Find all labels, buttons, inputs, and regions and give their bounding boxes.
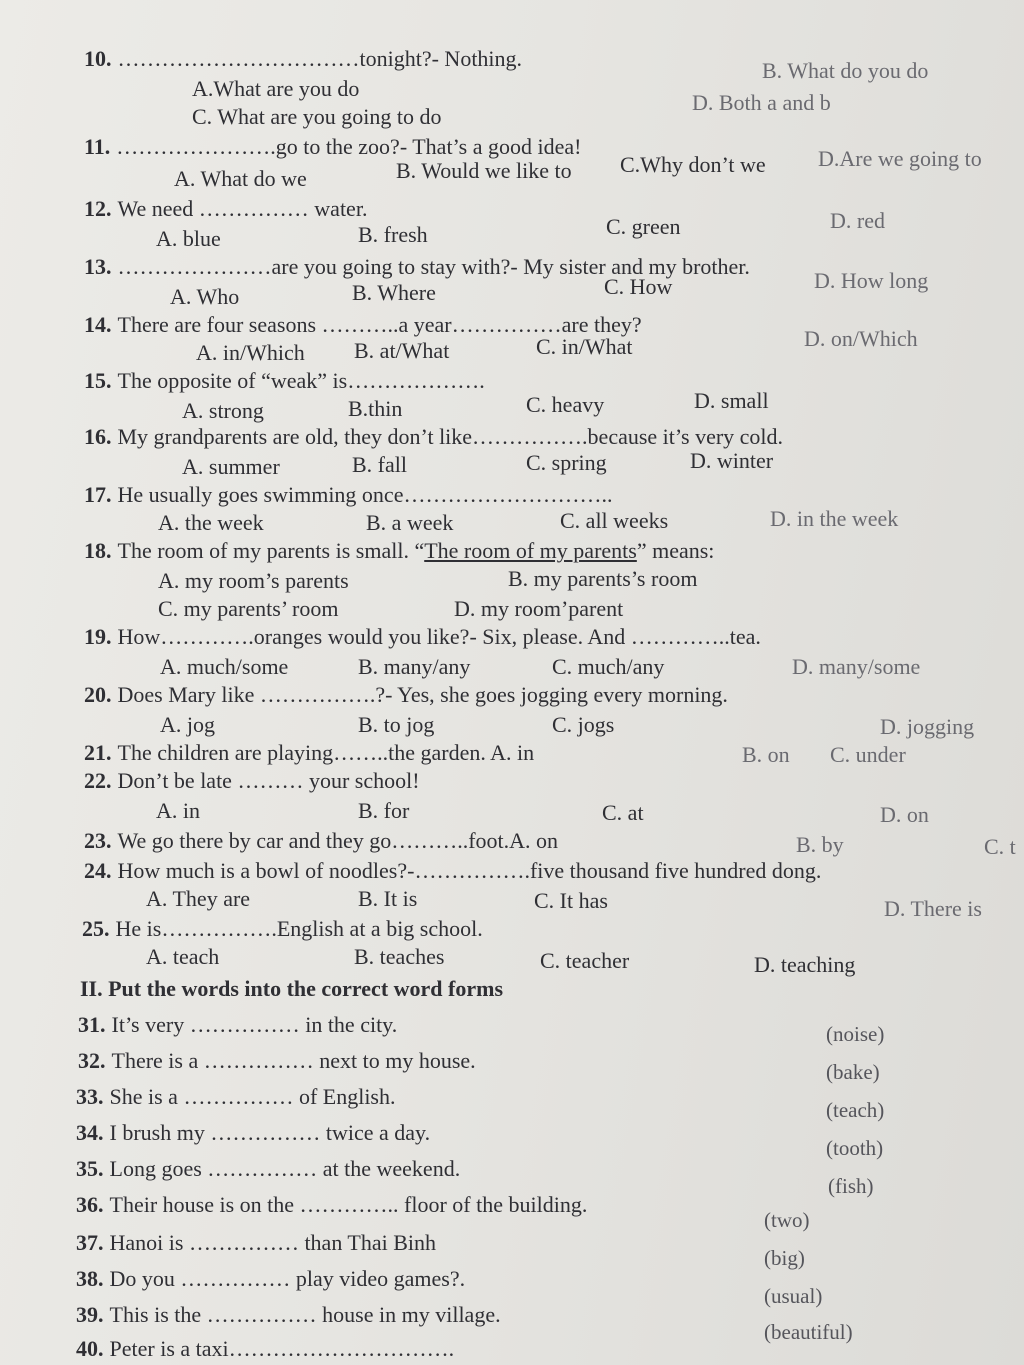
item-38-hint: (usual) xyxy=(764,1284,823,1308)
item-35-hint: (fish) xyxy=(828,1174,874,1198)
question-19: 19. How………….oranges would you like?- Six, please. And …………..tea. xyxy=(84,624,761,649)
q13-option-d: D. How long xyxy=(814,268,929,293)
q16-option-a: A. summer xyxy=(182,454,280,479)
q13-option-b: B. Where xyxy=(352,280,436,305)
section-2-title: II. Put the words into the correct word forms xyxy=(80,976,504,1001)
item-39: 39. This is the …………… house in my village. xyxy=(76,1302,501,1327)
q14-option-a: A. in/Which xyxy=(196,340,305,365)
question-16: 16. My grandparents are old, they don’t like…………….because it’s very cold. xyxy=(84,424,784,449)
q19-option-c: C. much/any xyxy=(552,654,665,679)
q11-option-c: C.Why don’t we xyxy=(620,152,766,177)
q18-option-c: C. my parents’ room xyxy=(158,596,339,621)
q17-option-d: D. in the week xyxy=(770,506,899,531)
q12-option-d: D. red xyxy=(830,208,885,233)
q16-option-d: D. winter xyxy=(690,448,774,473)
question-17: 17. He usually goes swimming once……………………….. xyxy=(84,482,613,507)
q14-option-b: B. at/What xyxy=(354,338,450,363)
q15-option-b: B.thin xyxy=(348,396,403,421)
question-25: 25. He is…………….English at a big school. xyxy=(82,916,483,941)
q11-option-a: A. What do we xyxy=(174,166,307,191)
q12-option-b: B. fresh xyxy=(358,222,428,247)
q11-option-d: D.Are we going to xyxy=(818,146,982,171)
q24-option-a: A. They are xyxy=(146,886,251,911)
q20-option-d: D. jogging xyxy=(880,714,975,739)
question-15: 15. The opposite of “weak” is………………. xyxy=(84,368,485,393)
q14-option-c: C. in/What xyxy=(536,334,633,359)
question-11: 11. ………………….go to the zoo?- That’s a good idea! xyxy=(84,134,582,159)
q17-option-b: B. a week xyxy=(366,510,454,535)
item-35: 35. Long goes …………… at the weekend. xyxy=(76,1156,461,1181)
q21-option-c: C. under xyxy=(830,742,906,767)
question-12: 12. We need …………… water. xyxy=(84,196,368,221)
q13-option-a: A. Who xyxy=(170,284,240,309)
q22-option-b: B. for xyxy=(358,798,410,823)
item-34-hint: (tooth) xyxy=(826,1136,884,1160)
question-13: 13. …………………are you going to stay with?- My sister and my brother. xyxy=(84,254,750,279)
q23-option-c: C. t xyxy=(984,834,1016,859)
q24-option-b: B. It is xyxy=(358,886,418,911)
q11-option-b: B. Would we like to xyxy=(396,158,572,183)
q16-option-c: C. spring xyxy=(526,450,607,475)
q19-option-d: D. many/some xyxy=(792,654,921,679)
q25-option-d: D. teaching xyxy=(754,952,856,977)
item-32-hint: (bake) xyxy=(826,1060,880,1084)
q18-option-b: B. my parents’s room xyxy=(508,566,698,591)
item-33-hint: (teach) xyxy=(826,1098,885,1122)
question-23: 23. We go there by car and they go………..foot.A. on xyxy=(84,828,559,853)
q18-option-a: A. my room’s parents xyxy=(158,568,349,593)
item-36-hint: (two) xyxy=(764,1208,810,1232)
q15-option-d: D. small xyxy=(694,388,769,413)
question-21: 21. The children are playing……..the garden. A. in xyxy=(84,740,535,765)
question-10: 10. ……………………………tonight?- Nothing. xyxy=(84,46,523,71)
q24-option-c: C. It has xyxy=(534,888,608,913)
item-39-hint: (beautiful) xyxy=(764,1320,853,1344)
q14-option-d: D. on/Which xyxy=(804,326,918,351)
item-40: 40. Peter is a taxi…………………………. xyxy=(76,1336,455,1361)
item-31-hint: (noise) xyxy=(826,1022,885,1046)
q16-option-b: B. fall xyxy=(352,452,407,477)
q19-option-a: A. much/some xyxy=(160,654,289,679)
q10-option-a: A.What are you do xyxy=(192,76,360,101)
item-37-hint: (big) xyxy=(764,1246,805,1270)
q22-option-c: C. at xyxy=(602,800,644,825)
q25-option-c: C. teacher xyxy=(540,948,630,973)
q17-option-a: A. the week xyxy=(158,510,264,535)
question-22: 22. Don’t be late ……… your school! xyxy=(84,768,420,793)
q12-option-c: C. green xyxy=(606,214,681,239)
q20-option-c: C. jogs xyxy=(552,712,615,737)
question-18: 18. The room of my parents is small. “The room of my parents” means: xyxy=(84,538,715,563)
item-31: 31. It’s very …………… in the city. xyxy=(78,1012,398,1037)
q25-option-b: B. teaches xyxy=(354,944,445,969)
q10-option-b: B. What do you do xyxy=(762,58,929,83)
question-20: 20. Does Mary like …………….?- Yes, she goes jogging every morning. xyxy=(84,682,728,707)
item-36: 36. Their house is on the ………….. floor of the building. xyxy=(76,1192,588,1217)
q15-option-a: A. strong xyxy=(182,398,264,423)
question-24: 24. How much is a bowl of noodles?-…………….five thousand five hundred dong. xyxy=(84,858,822,883)
item-34: 34. I brush my …………… twice a day. xyxy=(76,1120,431,1145)
q25-option-a: A. teach xyxy=(146,944,220,969)
q10-option-d: D. Both a and b xyxy=(692,90,831,115)
q24-option-d: D. There is xyxy=(884,896,982,921)
q19-option-b: B. many/any xyxy=(358,654,471,679)
q15-option-c: C. heavy xyxy=(526,392,605,417)
q22-option-a: A. in xyxy=(156,798,200,823)
q20-option-b: B. to jog xyxy=(358,712,435,737)
q10-option-c: C. What are you going to do xyxy=(192,104,442,129)
q20-option-a: A. jog xyxy=(160,712,215,737)
item-37: 37. Hanoi is …………… than Thai Binh xyxy=(76,1230,437,1255)
q18-option-d: D. my room’parent xyxy=(454,596,624,621)
item-33: 33. She is a …………… of English. xyxy=(76,1084,396,1109)
q22-option-d: D. on xyxy=(880,802,929,827)
q21-option-b: B. on xyxy=(742,742,790,767)
item-32: 32. There is a …………… next to my house. xyxy=(78,1048,476,1073)
q17-option-c: C. all weeks xyxy=(560,508,669,533)
q12-option-a: A. blue xyxy=(156,226,221,251)
q13-option-c: C. How xyxy=(604,274,673,299)
q23-option-b: B. by xyxy=(796,832,844,857)
question-14: 14. There are four seasons ………..a year……………are they? xyxy=(84,312,642,337)
item-38: 38. Do you …………… play video games?. xyxy=(76,1266,466,1291)
